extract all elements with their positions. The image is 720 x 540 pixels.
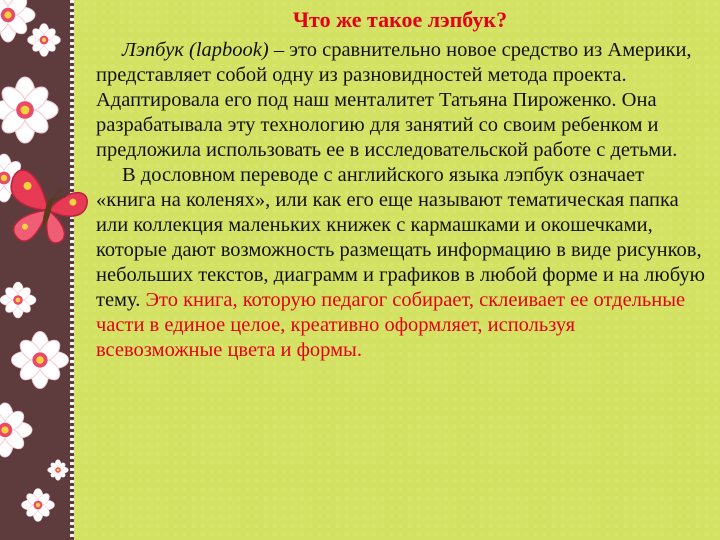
flower-icon (28, 24, 61, 57)
term-english: (lapbook) (189, 39, 269, 61)
flower-icon (0, 403, 32, 457)
paragraph-1-text: это сравнительно новое средство из Америки, представляет собой одну из разновидностей метода проекта. Адаптировала его под наш менталитет Татьяна Пироженко. Она разрабатывала эту технологию для занятий со своим ребенком и предложила использовать ее в исследовательской работе с детьми. (96, 39, 692, 161)
flower-icon (0, 0, 35, 42)
highlight-text: Это книга, которую педагог собирает, склеивает ее отдельные части в единое целое, креативно оформляет, используя всевозможные цвета и формы. (96, 289, 686, 361)
flower-icon (0, 77, 58, 143)
page-title: Что же такое лэпбук? (292, 7, 508, 32)
term-lapbook: Лэпбук (122, 39, 184, 61)
flower-icon (0, 282, 36, 318)
paragraph-2-text: В дословном переводе с английского языка лэпбук означает «книга на коленях», или как его еще называют тематическая папка или коллекция маленьких книжек с кармашками и окошечками, которые дают возможность размещать информацию в виде рисунков, небольших текстов, диаграмм и графиков в любой форме и на любую тему. (96, 164, 705, 311)
term-dash: – (268, 39, 290, 61)
paragraph-2 (96, 163, 706, 363)
decor-layer (0, 0, 100, 540)
paragraph-1 (96, 38, 706, 163)
flower-icon (48, 460, 69, 481)
flower-icon (22, 489, 55, 522)
flower-icon (11, 332, 68, 389)
body-text (96, 38, 706, 363)
butterfly-icon (0, 168, 91, 255)
